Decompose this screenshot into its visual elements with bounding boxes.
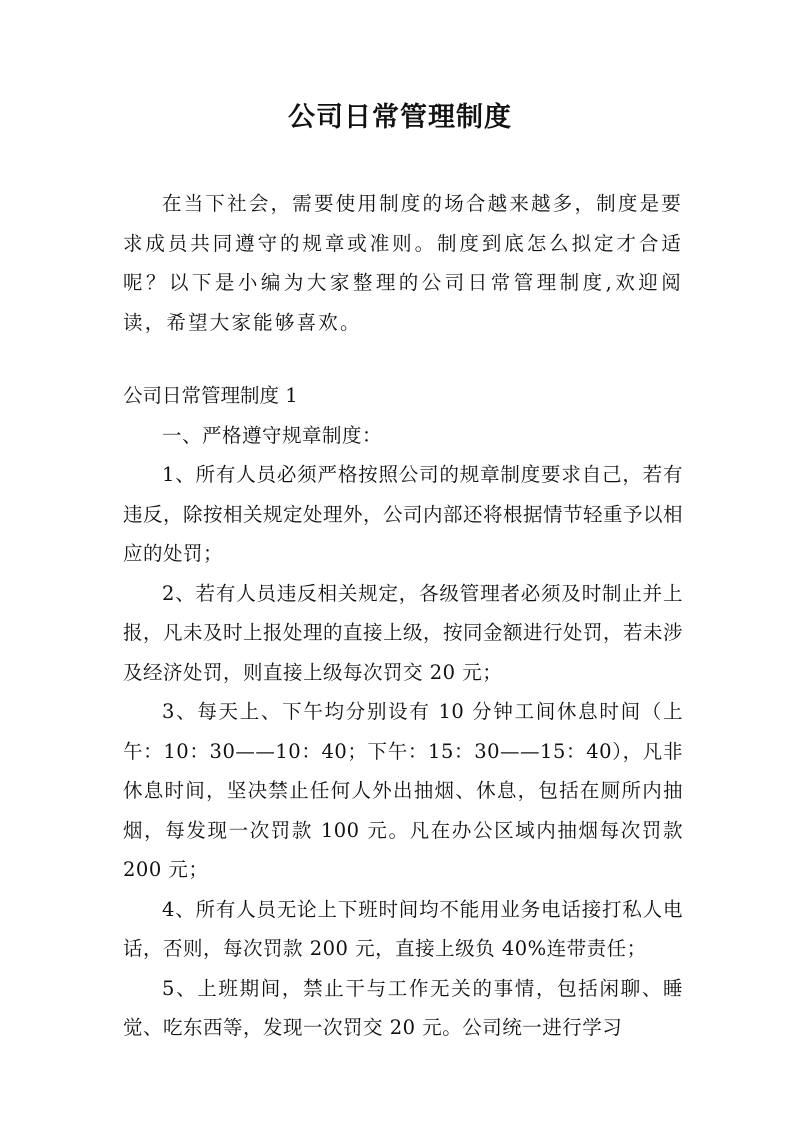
rule-item-3: 3、每天上、下午均分别设有 10 分钟工间休息时间（上午：10：30——10：40；下午：15：30——15：40），凡非休息时间，坚决禁止任何人外出抽烟、休息，包括在厕所内抽烟，每发现一次罚款 100 元。凡在办公区域内抽烟每次罚款 200 元； xyxy=(123,700,683,881)
rule-item-2: 2、若有人员违反相关规定，各级管理者必须及时制止并上报，凡未及时上报处理的直接上级，按同金额进行处罚，若未涉及经济处罚，则直接上级每次罚交 20 元； xyxy=(123,581,684,684)
rule-item-5: 5、上班期间，禁止干与工作无关的事情，包括闲聊、睡觉、吃东西等，发现一次罚交 20 元。公司统一进行学习 xyxy=(123,976,683,1039)
document-body xyxy=(123,184,683,1048)
document-title: 公司日常管理制度 xyxy=(288,102,512,133)
rule-item-1: 1、所有人员必须严格按照公司的规章制度要求自己，若有违反，除按相关规定处理外，公司内部还将根据情节轻重予以相应的处罚； xyxy=(123,463,684,565)
rule-item-4: 4、所有人员无论上下班时间均不能用业务电话接打私人电话，否则，每次罚款 200 元，直接上级负 40%连带责任； xyxy=(123,897,683,960)
intro-paragraph: 在当下社会，需要使用制度的场合越来越多，制度是要求成员共同遵守的规章或准则。制度到底怎么拟定才合适呢？以下是小编为大家整理的公司日常管理制度,欢迎阅读，希望大家能够喜欢。 xyxy=(123,192,683,334)
subsection-title: 一、严格遵守规章制度： xyxy=(162,423,383,447)
section-title: 公司日常管理制度 1 xyxy=(123,384,298,407)
